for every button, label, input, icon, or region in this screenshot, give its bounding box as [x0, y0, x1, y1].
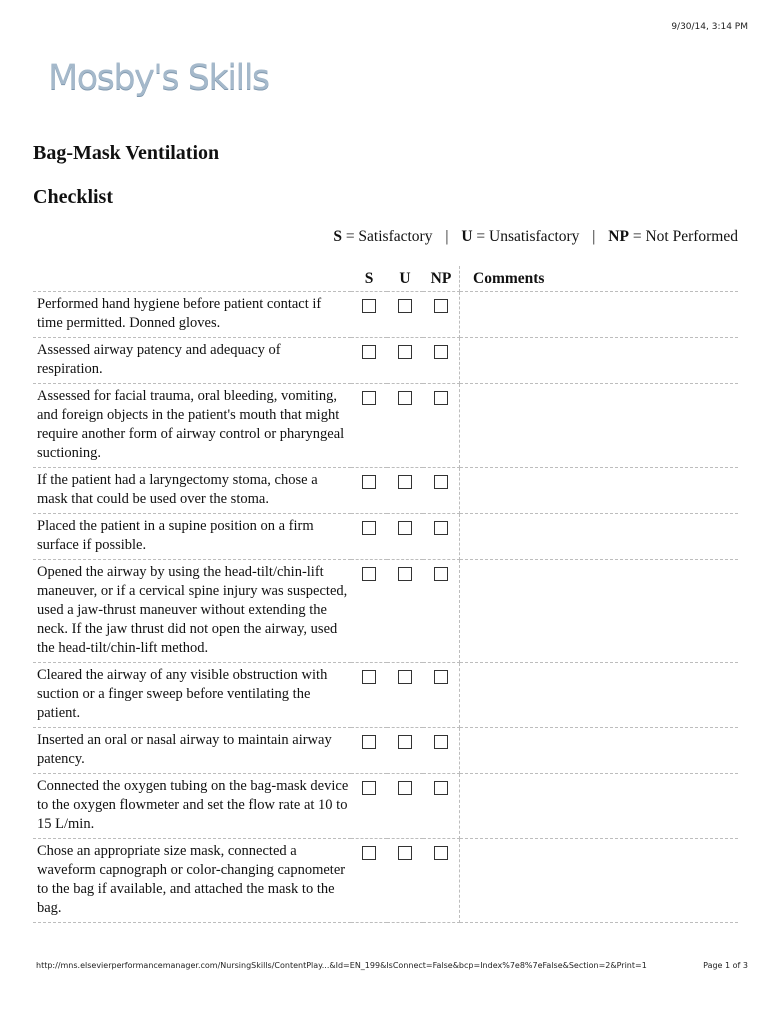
task-text: Inserted an oral or nasal airway to maintain airway patency.	[33, 728, 351, 774]
checkbox-u[interactable]	[398, 345, 412, 359]
cell-np	[423, 774, 460, 839]
checkbox-s[interactable]	[362, 567, 376, 581]
header-np: NP	[423, 266, 460, 292]
table-row	[33, 338, 738, 384]
comments-cell[interactable]	[460, 384, 739, 468]
checkbox-np[interactable]	[434, 781, 448, 795]
checkbox-s[interactable]	[362, 299, 376, 313]
print-timestamp: 9/30/14, 3:14 PM	[671, 22, 748, 32]
header-comments: Comments	[460, 266, 739, 292]
header-s: S	[351, 266, 387, 292]
checkbox-u[interactable]	[398, 670, 412, 684]
checkbox-np[interactable]	[434, 735, 448, 749]
checkbox-s[interactable]	[362, 846, 376, 860]
checkbox-u[interactable]	[398, 391, 412, 405]
checkbox-np[interactable]	[434, 299, 448, 313]
comments-cell[interactable]	[460, 514, 739, 560]
comments-cell[interactable]	[460, 292, 739, 338]
legend-separator: |	[445, 228, 449, 245]
legend-u-key: U	[461, 228, 473, 245]
checkbox-s[interactable]	[362, 670, 376, 684]
footer-url: http://mns.elsevierperformancemanager.com/NursingSkills/ContentPlay...&Id=EN_199&IsConnect=False&bcp=Index%7e8%7eFalse&Section=2&Print=1	[36, 961, 647, 970]
table-row	[33, 384, 738, 468]
header-task	[33, 266, 351, 292]
cell-np	[423, 468, 460, 514]
checkbox-np[interactable]	[434, 846, 448, 860]
legend-separator: |	[592, 228, 596, 245]
legend-s-key: S	[333, 228, 342, 245]
checkbox-u[interactable]	[398, 846, 412, 860]
table-row	[33, 774, 738, 839]
checklist-table	[33, 266, 738, 923]
checkbox-np[interactable]	[434, 670, 448, 684]
cell-u	[387, 839, 423, 923]
checkbox-np[interactable]	[434, 521, 448, 535]
cell-s	[351, 728, 387, 774]
task-text: Placed the patient in a supine position on a firm surface if possible.	[33, 514, 351, 560]
checkbox-np[interactable]	[434, 391, 448, 405]
cell-np	[423, 384, 460, 468]
checkbox-u[interactable]	[398, 521, 412, 535]
task-text: If the patient had a laryngectomy stoma, chose a mask that could be used over the stoma.	[33, 468, 351, 514]
cell-s	[351, 468, 387, 514]
checkbox-s[interactable]	[362, 521, 376, 535]
cell-s	[351, 663, 387, 728]
task-text: Cleared the airway of any visible obstruction with suction or a finger sweep before ventilating the patient.	[33, 663, 351, 728]
cell-s	[351, 384, 387, 468]
table-row	[33, 514, 738, 560]
task-text: Assessed for facial trauma, oral bleeding, vomiting, and foreign objects in the patient's mouth that might require another form of airway control or pharyngeal suctioning.	[33, 384, 351, 468]
table-row	[33, 468, 738, 514]
cell-u	[387, 663, 423, 728]
task-text: Performed hand hygiene before patient contact if time permitted. Donned gloves.	[33, 292, 351, 338]
checkbox-s[interactable]	[362, 475, 376, 489]
cell-s	[351, 839, 387, 923]
cell-np	[423, 663, 460, 728]
cell-s	[351, 292, 387, 338]
cell-u	[387, 468, 423, 514]
task-text: Chose an appropriate size mask, connected a waveform capnograph or color-changing capnometer to the bag if available, and attached the mask to the bag.	[33, 839, 351, 923]
rating-legend	[333, 228, 738, 246]
table-row	[33, 728, 738, 774]
checkbox-u[interactable]	[398, 781, 412, 795]
legend-np-text: = Not Performed	[632, 228, 738, 245]
mosbys-skills-logo: Mosby's Skills	[48, 58, 269, 98]
task-text: Connected the oxygen tubing on the bag-mask device to the oxygen flowmeter and set the flow rate at 10 to 15 L/min.	[33, 774, 351, 839]
task-text: Opened the airway by using the head-tilt/chin-lift maneuver, or if a cervical spine injury was suspected, used a jaw-thrust maneuver without extending the neck. If the jaw thrust did not open the airway, used the head-tilt/chin-lift method.	[33, 560, 351, 663]
checkbox-u[interactable]	[398, 735, 412, 749]
legend-np-key: NP	[608, 228, 629, 245]
checkbox-u[interactable]	[398, 567, 412, 581]
cell-np	[423, 560, 460, 663]
checkbox-u[interactable]	[398, 475, 412, 489]
cell-np	[423, 514, 460, 560]
legend-u-text: = Unsatisfactory	[476, 228, 580, 245]
comments-cell[interactable]	[460, 560, 739, 663]
legend-s-text: = Satisfactory	[345, 228, 433, 245]
cell-s	[351, 560, 387, 663]
page-footer	[36, 961, 748, 970]
page-subtitle: Checklist	[33, 186, 113, 208]
checkbox-np[interactable]	[434, 567, 448, 581]
header-u: U	[387, 266, 423, 292]
cell-u	[387, 384, 423, 468]
checkbox-s[interactable]	[362, 391, 376, 405]
cell-u	[387, 728, 423, 774]
checkbox-u[interactable]	[398, 299, 412, 313]
cell-np	[423, 728, 460, 774]
checkbox-s[interactable]	[362, 781, 376, 795]
cell-s	[351, 774, 387, 839]
comments-cell[interactable]	[460, 468, 739, 514]
cell-u	[387, 774, 423, 839]
cell-s	[351, 514, 387, 560]
table-row	[33, 839, 738, 923]
cell-np	[423, 292, 460, 338]
checkbox-np[interactable]	[434, 345, 448, 359]
page-title: Bag-Mask Ventilation	[33, 142, 220, 164]
comments-cell[interactable]	[460, 728, 739, 774]
task-text: Assessed airway patency and adequacy of respiration.	[33, 338, 351, 384]
checkbox-s[interactable]	[362, 735, 376, 749]
cell-np	[423, 839, 460, 923]
table-header-row	[33, 266, 738, 292]
checkbox-s[interactable]	[362, 345, 376, 359]
checkbox-np[interactable]	[434, 475, 448, 489]
cell-np	[423, 338, 460, 384]
page-number: Page 1 of 3	[703, 961, 748, 970]
comments-cell[interactable]	[460, 338, 739, 384]
cell-s	[351, 338, 387, 384]
comments-cell[interactable]	[460, 663, 739, 728]
cell-u	[387, 292, 423, 338]
cell-u	[387, 514, 423, 560]
table-row	[33, 663, 738, 728]
comments-cell[interactable]	[460, 774, 739, 839]
table-row	[33, 560, 738, 663]
cell-u	[387, 338, 423, 384]
table-row	[33, 292, 738, 338]
comments-cell[interactable]	[460, 839, 739, 923]
cell-u	[387, 560, 423, 663]
